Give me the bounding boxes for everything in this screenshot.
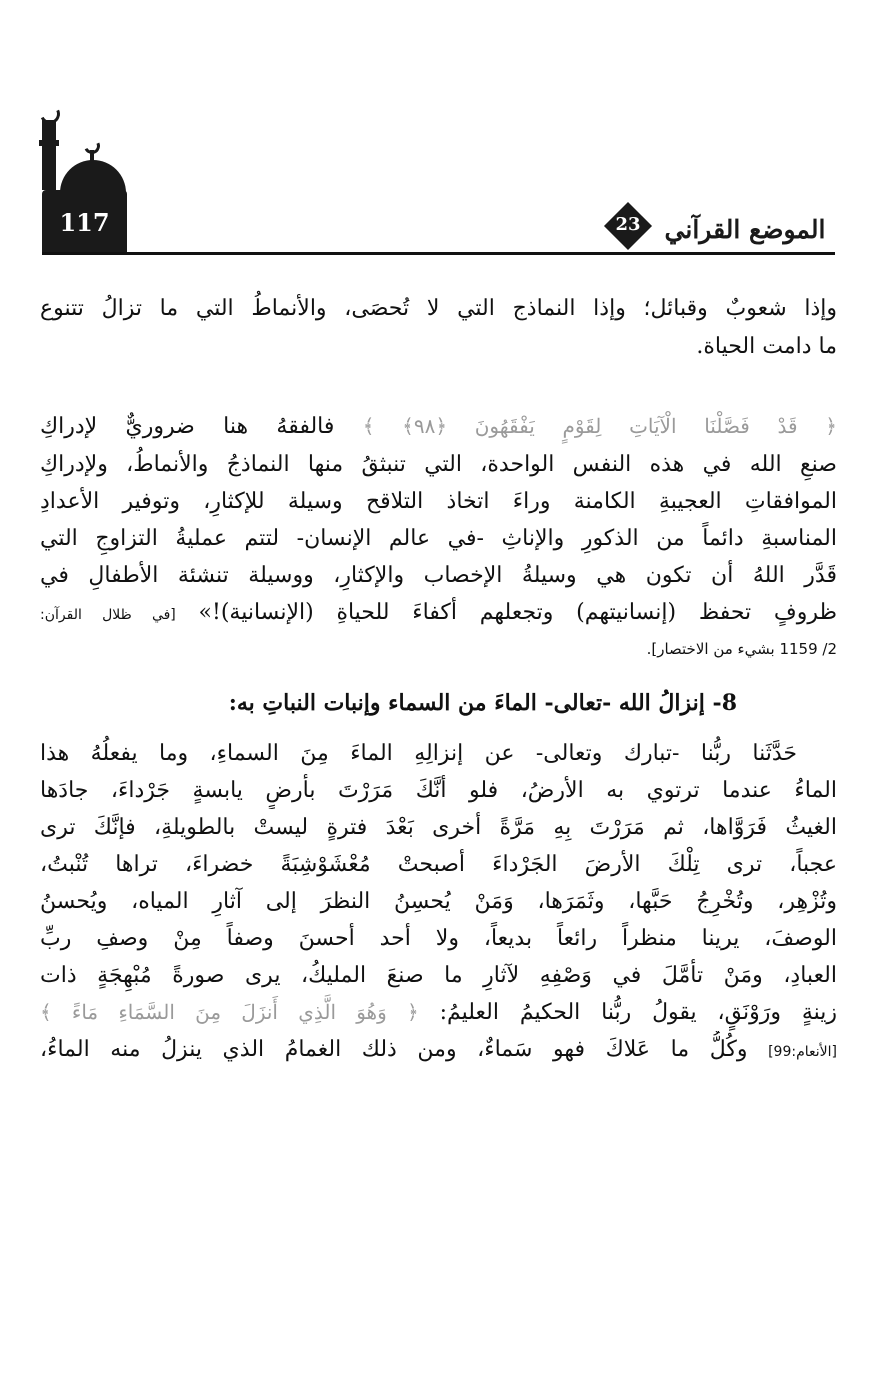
citation-reference: [في ظلال القرآن:	[40, 607, 176, 623]
section-heading: 8- إنزالُ الله -تعالى- الماءَ من السماء وإنبات النباتِ به:	[228, 690, 737, 716]
citation-continuation: 2/ 1159 بشيء من الاختصار].	[646, 640, 837, 658]
citation-reference: [الأنعام:99]	[768, 1044, 837, 1060]
text-line	[40, 594, 837, 631]
text-segment: ظروفٍ تحفظ (إنسانيتهم) وتجعلهم أكفاءَ للحياةِ (الإنسانية)!»	[198, 600, 837, 625]
paragraph-gap	[40, 667, 837, 681]
text-line: وتُزْهِر، وتُخْرِجُ حَبَّها، وثَمَرَها، وَمَنْ يُحسِنُ النظرَ إلى آثارِ المياه، ويُحسنُ	[40, 889, 837, 914]
page-body	[40, 290, 837, 1068]
page-header	[0, 0, 877, 270]
quran-verse: ﴿ وَهُوَ الَّذِي أَنزَلَ مِنَ السَّمَاءِ مَاءً ﴾	[40, 1000, 419, 1024]
minaret-band	[39, 140, 59, 146]
chapter-number: 23	[615, 214, 641, 235]
verse-line	[40, 406, 837, 446]
text-line: الماءُ عندما ترتوي به الأرضُ، فلو أنَّكَ مَرَرْتَ بأرضٍ يابسةٍ جَرْداءَ، جادَها	[40, 778, 837, 803]
text-line: ما دامت الحياة.	[696, 334, 837, 359]
header-rule	[42, 252, 835, 255]
text-line: صنعِ الله في هذه النفس الواحدة، التي تنبثقُ منها النماذجُ والأنماطُ، ولإدراكِ	[40, 452, 837, 477]
paragraph-gap	[40, 366, 837, 406]
minaret-decoration	[42, 120, 56, 190]
book-title: الموضع القرآني	[664, 215, 826, 244]
text-line	[40, 1031, 837, 1068]
text-line: عجباً، ترى تِلْكَ الأرضَ الجَرْداءَ أصبحتْ مُعْشَوْشِبَةً خضراءَ، تراها تُنْبتُ،	[40, 852, 837, 877]
text-segment: فالفقهُ هنا ضروريٌّ لإدراكِ	[40, 414, 335, 439]
text-segment: وكُلُّ ما عَلاكَ فهو سَماءٌ، ومن ذلك الغمامُ الذي ينزلُ منه الماءُ،	[40, 1037, 748, 1062]
dome-crescent-icon	[82, 136, 103, 157]
text-line: الوصفَ، يرينا منظراً رائعاً بديعاً، ولا أحد أحسنَ وصفاً مِنْ وصفِ ربِّ	[40, 926, 837, 951]
page-number: 117	[59, 208, 110, 237]
text-line: العبادِ، ومَنْ تأمَّلَ في وَصْفِهِ لآثارِ ما صنعَ المليكُ، يرى صورةً مُبْهِجَةٍ ذات	[40, 963, 837, 988]
quran-verse: ﴿ قَدْ فَصَّلْنَا الْآيَاتِ لِقَوْمٍ يَفْقَهُونَ ﴿٩٨﴾ ﴾	[362, 414, 837, 438]
text-line: وإذا شعوبٌ وقبائل؛ وإذا النماذج التي لا تُحصَى، والأنماطُ التي ما تزالُ تتنوع	[40, 296, 837, 321]
paragraph-gap	[40, 725, 837, 735]
text-segment: زينةٍ ورَوْنَقٍ، يقولُ ربُّنا الحكيمُ العليمُ:	[439, 1000, 837, 1025]
text-line: المناسبةِ دائماً من الذكورِ والإناثِ -في عالم الإنسان- لتتم عمليةُ التزاوجِ التي	[40, 526, 837, 551]
text-line: قَدَّر اللهُ أن تكون هي وسيلةُ الإخصاب والإكثارِ، ووسيلة تنشئة الأطفالِ في	[40, 563, 837, 588]
text-line: حَدَّثَنا ربُّنا -تبارك وتعالى- عن إنزالِهِ الماءَ مِنَ السماءِ، وما يفعلُهُ هذا	[40, 741, 797, 766]
text-line: الغيثُ فَرَوَّاها، ثم مَرَرْتَ بِهِ مَرَّةً أخرى بَعْدَ فترةٍ ليستْ بالطويلةِ، فإنَّكَ ترى	[40, 815, 837, 840]
verse-line	[40, 994, 837, 1031]
text-line: الموافقاتِ العجيبةِ الكامنة وراءَ اتخاذ التلاقح وسيلة للإكثارِ، وتوفير الأعدادِ	[40, 489, 837, 514]
